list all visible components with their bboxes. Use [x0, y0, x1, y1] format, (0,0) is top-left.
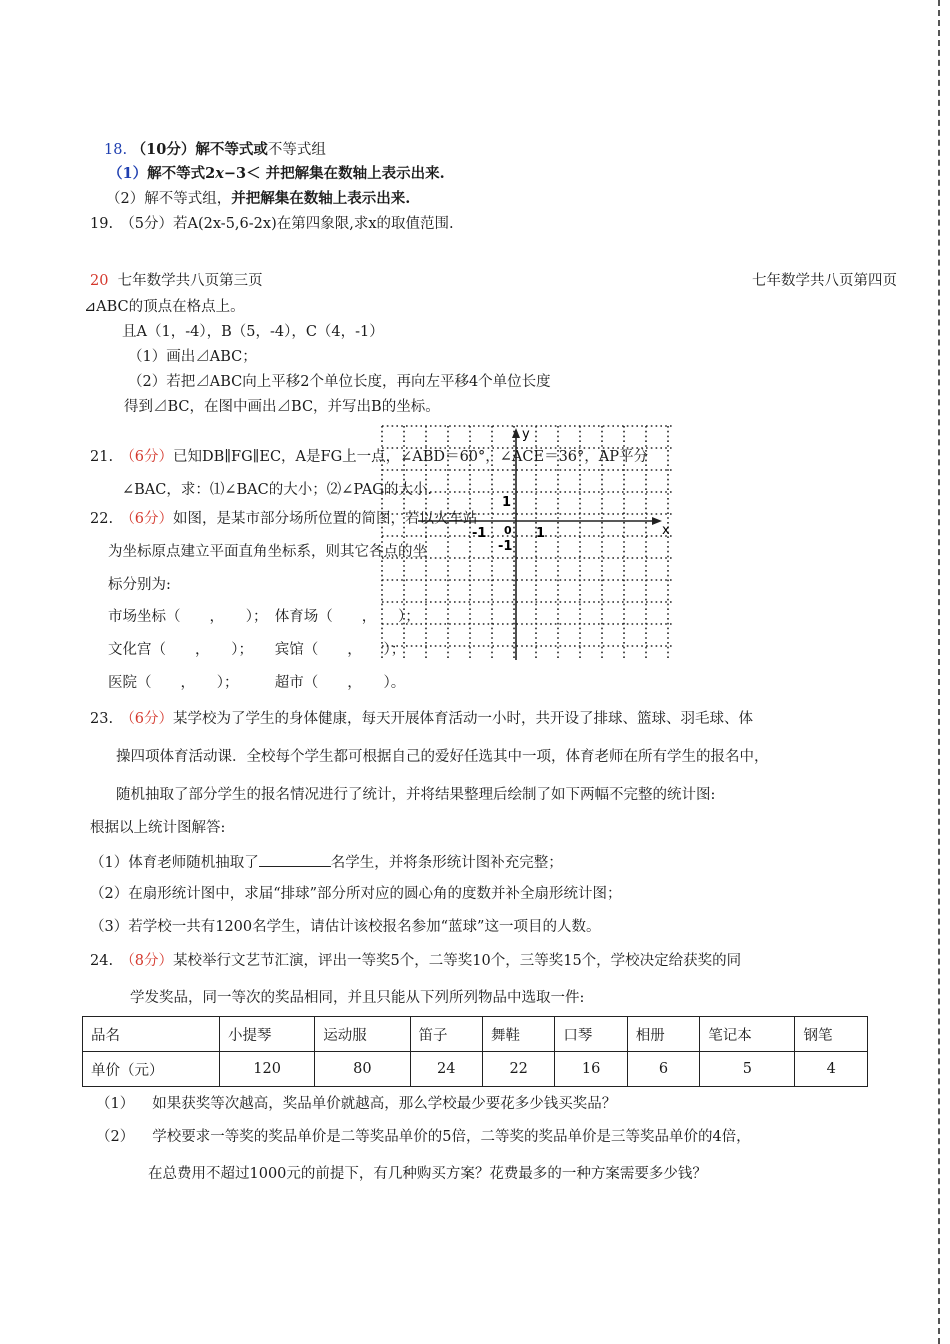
table-cell-price: 22 [482, 1052, 554, 1087]
q23-score: （6分） [127, 711, 174, 727]
table-cell-price: 16 [555, 1052, 627, 1087]
table-cell-price: 120 [220, 1052, 315, 1087]
origin-label: 0 [504, 524, 512, 537]
table-row-item-names [83, 1017, 868, 1052]
q23-line-6: （2）在扇形统计图中，求届“排球”部分所对应的圆心角的度数并补全扇形统计图； [90, 886, 622, 902]
table-cell-price: 4 [795, 1052, 868, 1087]
table-cell-item: 舞鞋 [482, 1017, 554, 1052]
y-tick-neg-1: -1 [498, 539, 513, 554]
q24-line-2: 学发奖品，同一等次的奖品相同，并且只能从下列所列物品中选取一件: [130, 990, 585, 1006]
q24-part1-number: （1） [96, 1096, 135, 1112]
q22-line-3: 标分别为: [108, 577, 171, 593]
q23-text: 某学校为了学生的身体健康，每天开展体育活动一小时，共开设了排球、篮球、羽毛球、体 [173, 711, 754, 727]
q20-line-4: （2）若把⊿ABC向上平移2个单位长度，再向左平移4个单位长度 [128, 374, 551, 390]
q18-part2 [106, 190, 410, 208]
table-cell-item: 小提琴 [220, 1017, 315, 1052]
table-cell-price: 80 [315, 1052, 410, 1087]
table-cell-item: 钢笔 [795, 1017, 868, 1052]
q21-line-1 [90, 448, 648, 466]
q22-line-4: 市场坐标（ ， ）； 体育场（ ， ）； [108, 609, 420, 625]
q18-score: （10分）解不等式或 [131, 141, 268, 158]
q20-line-2: 且A（1，-4），B（5，-4），C（4，-1） [122, 324, 384, 340]
table-cell-item: 笔记本 [700, 1017, 795, 1052]
table-header-price: 单价（元） [83, 1052, 220, 1087]
q24-score: （8分） [127, 953, 174, 969]
q22-line-5: 文化宫（ ， ）； 宾馆（ ， ）； [108, 642, 406, 658]
q23-line-4: 根据以上统计图解答: [90, 820, 226, 836]
page-header-left [90, 272, 263, 290]
q24-line-1 [90, 952, 741, 970]
q20-number: 20 [90, 273, 109, 289]
q18-part2-bold: 并把解集在数轴上表示出来. [231, 190, 411, 207]
q20-line-5: 得到⊿BC，在图中画出⊿BC，并写出B的坐标。 [124, 399, 440, 415]
q24-number: 24. [90, 953, 128, 969]
q21-text: 已知DB∥FG∥EC，A是FG上一点，∠ABD＝60°，∠ACE＝36°，AP平分 [173, 449, 648, 465]
price-table [82, 1016, 868, 1087]
q22-score: （6分） [127, 511, 174, 527]
q18-part1-number: （1） [108, 165, 148, 182]
table-cell-item: 口琴 [555, 1017, 627, 1052]
q21-number: 21. [90, 449, 128, 465]
table-cell-item: 相册 [627, 1017, 699, 1052]
q18-title: 不等式组 [267, 142, 326, 158]
q21-line-2: ∠BAC，求：⑴∠BAC的大小；⑵∠PAG的大小. [122, 482, 432, 498]
table-row-prices [83, 1052, 868, 1087]
q20-line-1: ⊿ABC的顶点在格点上。 [84, 299, 245, 315]
table-cell-price: 5 [700, 1052, 795, 1087]
q23-line-1 [90, 710, 753, 728]
page-header-left-text: 七年数学共八页第三页 [117, 273, 263, 289]
q23-part1-text-b: 名学生，并将条形统计图补充完整； [330, 855, 563, 871]
q20-line-3: （1）画出⊿ABC； [128, 349, 257, 365]
q19-text: 19. （5分）若A(2x-5,6-2x)在第四象限,求x的取值范围. [90, 216, 454, 232]
q23-line-7: （3）若学校一共有1200名学生，请估计该校报名参加“蓝球”这一项目的人数。 [90, 919, 601, 935]
q23-line-2: 操四项体育活动课．全校每个学生都可根据自己的爱好任选其中一项，体育老师在所有学生的报名中， [116, 749, 769, 765]
q23-number: 23. [90, 711, 128, 727]
q24-text: 某校举行文艺节汇演，评出一等奖5个，二等奖10个，三等奖15个，学校决定给获奖的同 [173, 953, 742, 969]
table-cell-item: 笛子 [410, 1017, 482, 1052]
y-tick-1: 1 [502, 495, 512, 510]
q24-part1 [96, 1095, 616, 1113]
q24-part2 [96, 1128, 751, 1146]
q22-line-1 [90, 510, 478, 528]
table-header-name: 品名 [83, 1017, 220, 1052]
q18-heading [104, 141, 326, 159]
q18-part1-text-a: 解不等式2 [147, 165, 216, 182]
q22-line-6: 医院（ ， ）； 超市（ ， ）。 [108, 675, 406, 691]
q24-part2-line-2: 在总费用不超过1000元的前提下，有几种购买方案？花费最多的一种方案需要多少钱？ [148, 1166, 707, 1182]
q18-part1-var: x [215, 165, 224, 182]
page-header-right: 七年数学共八页第四页 [752, 273, 897, 289]
q18-part1 [108, 165, 445, 183]
x-tick-1: 1 [536, 526, 546, 541]
table-cell-price: 24 [410, 1052, 482, 1087]
q22-line-2: 为坐标原点建立平面直角坐标系，则其它各点的坐 [108, 544, 427, 560]
q18-part1-text-b: −3＜ 并把解集在数轴上表示出来. [223, 165, 445, 182]
q23-answer-blank [259, 852, 331, 867]
q24-part2-text: 学校要求一等奖的奖品单价是二等奖品单价的5倍，二等奖的奖品单价是三等奖品单价的4倍， [152, 1129, 751, 1145]
q23-line-5 [90, 852, 563, 872]
q18-part2-plain: （2）解不等式组， [106, 191, 232, 207]
q22-text: 如图，是某市部分场所位置的简图，若以火车站 [173, 511, 478, 527]
y-axis-label: y [522, 427, 530, 442]
table-cell-price: 6 [627, 1052, 699, 1087]
q21-score: （6分） [127, 449, 174, 465]
q24-part2-number: （2） [96, 1129, 135, 1145]
q22-number: 22. [90, 511, 128, 527]
page-margin-dashed-line [938, 0, 940, 1344]
x-tick-neg-1: -1 [472, 526, 487, 541]
q23-part1-text-a: （1）体育老师随机抽取了 [90, 855, 259, 871]
q23-line-3: 随机抽取了部分学生的报名情况进行了统计，并将结果整理后绘制了如下两幅不完整的统计图: [116, 787, 716, 803]
q24-part1-text: 如果获奖等次越高，奖品单价就越高，那么学校最少要花多少钱买奖品？ [152, 1096, 617, 1112]
q18-number: 18. [104, 142, 128, 158]
table-cell-item: 运动服 [315, 1017, 410, 1052]
x-axis-label: x [662, 523, 670, 538]
